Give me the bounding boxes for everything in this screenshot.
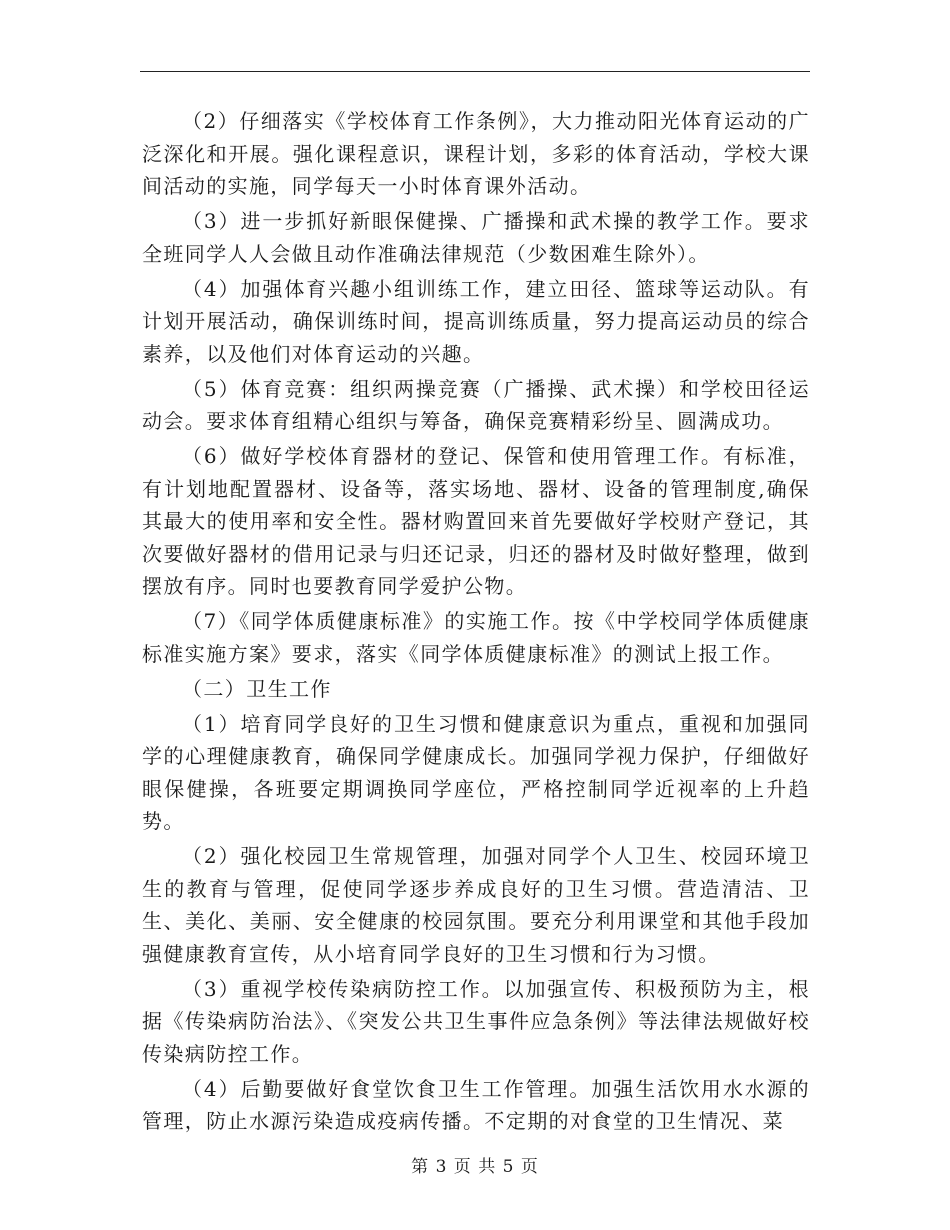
paragraph-pe-6: （6）做好学校体育器材的登记、保管和使用管理工作。有标准，有计划地配置器材、设备等，落实场地、器材、设备的管理制度,确保其最大的使用率和安全性。器材购置回来首先要做好学校财产登记，其次要做好器材的借用记录与归还记录，归还的器材及时做好整理，做到摆放有序。同时也要教育同学爱护公物。 [142,444,810,598]
page-number: 第 3 页 共 5 页 [411,1157,539,1177]
paragraph-pe-4: （4）加强体育兴趣小组训练工作，建立田径、篮球等运动队。有计划开展活动，确保训练时间，提高训练质量，努力提高运动员的综合素养，以及他们对体育运动的兴趣。 [142,276,810,366]
document-body [142,105,810,1140]
paragraph-hygiene-3: （3）重视学校传染病防控工作。以加强宣传、积极预防为主，根据《传染病防治法》、《突发公共卫生事件应急条例》等法律法规做好校传染病防控工作。 [142,976,810,1066]
section-heading-hygiene: （二）卫生工作 [182,676,332,701]
paragraph-hygiene-4: （4）后勤要做好食堂饮食卫生工作管理。加强生活饮用水水源的管理，防止水源污染造成疫病传播。不定期的对食堂的卫生情况、菜 [142,1076,810,1133]
paragraph-pe-3: （3）进一步抓好新眼保健操、广播操和武术操的教学工作。要求全班同学人人会做且动作准确法律规范（少数困难生除外）。 [142,209,810,266]
paragraph-pe-5: （5）体育竞赛：组织两操竞赛（广播操、武术操）和学校田径运动会。要求体育组精心组织与筹备，确保竞赛精彩纷呈、圆满成功。 [142,376,810,433]
paragraph-pe-7: （7）《同学体质健康标准》的实施工作。按《中学校同学体质健康标准实施方案》要求，落实《同学体质健康标准》的测试上报工作。 [142,609,810,666]
paragraph-hygiene-2: （2）强化校园卫生常规管理，加强对同学个人卫生、校园环境卫生的教育与管理，促使同学逐步养成良好的卫生习惯。营造清洁、卫生、美化、美丽、安全健康的校园氛围。要充分利用课堂和其他手段加强健康教育宣传，从小培育同学良好的卫生习惯和行为习惯。 [142,844,810,966]
paragraph-hygiene-1: （1）培育同学良好的卫生习惯和健康意识为重点，重视和加强同学的心理健康教育，确保同学健康成长。加强同学视力保护，仔细做好眼保健操，各班要定期调换同学座位，严格控制同学近视率的上升趋势。 [142,711,810,833]
header-rule [140,71,810,72]
paragraph-pe-2: （2）仔细落实《学校体育工作条例》，大力推动阳光体育运动的广泛深化和开展。强化课程意识，课程计划，多彩的体育活动，学校大课间活动的实施，同学每天一小时体育课外活动。 [142,109,810,198]
